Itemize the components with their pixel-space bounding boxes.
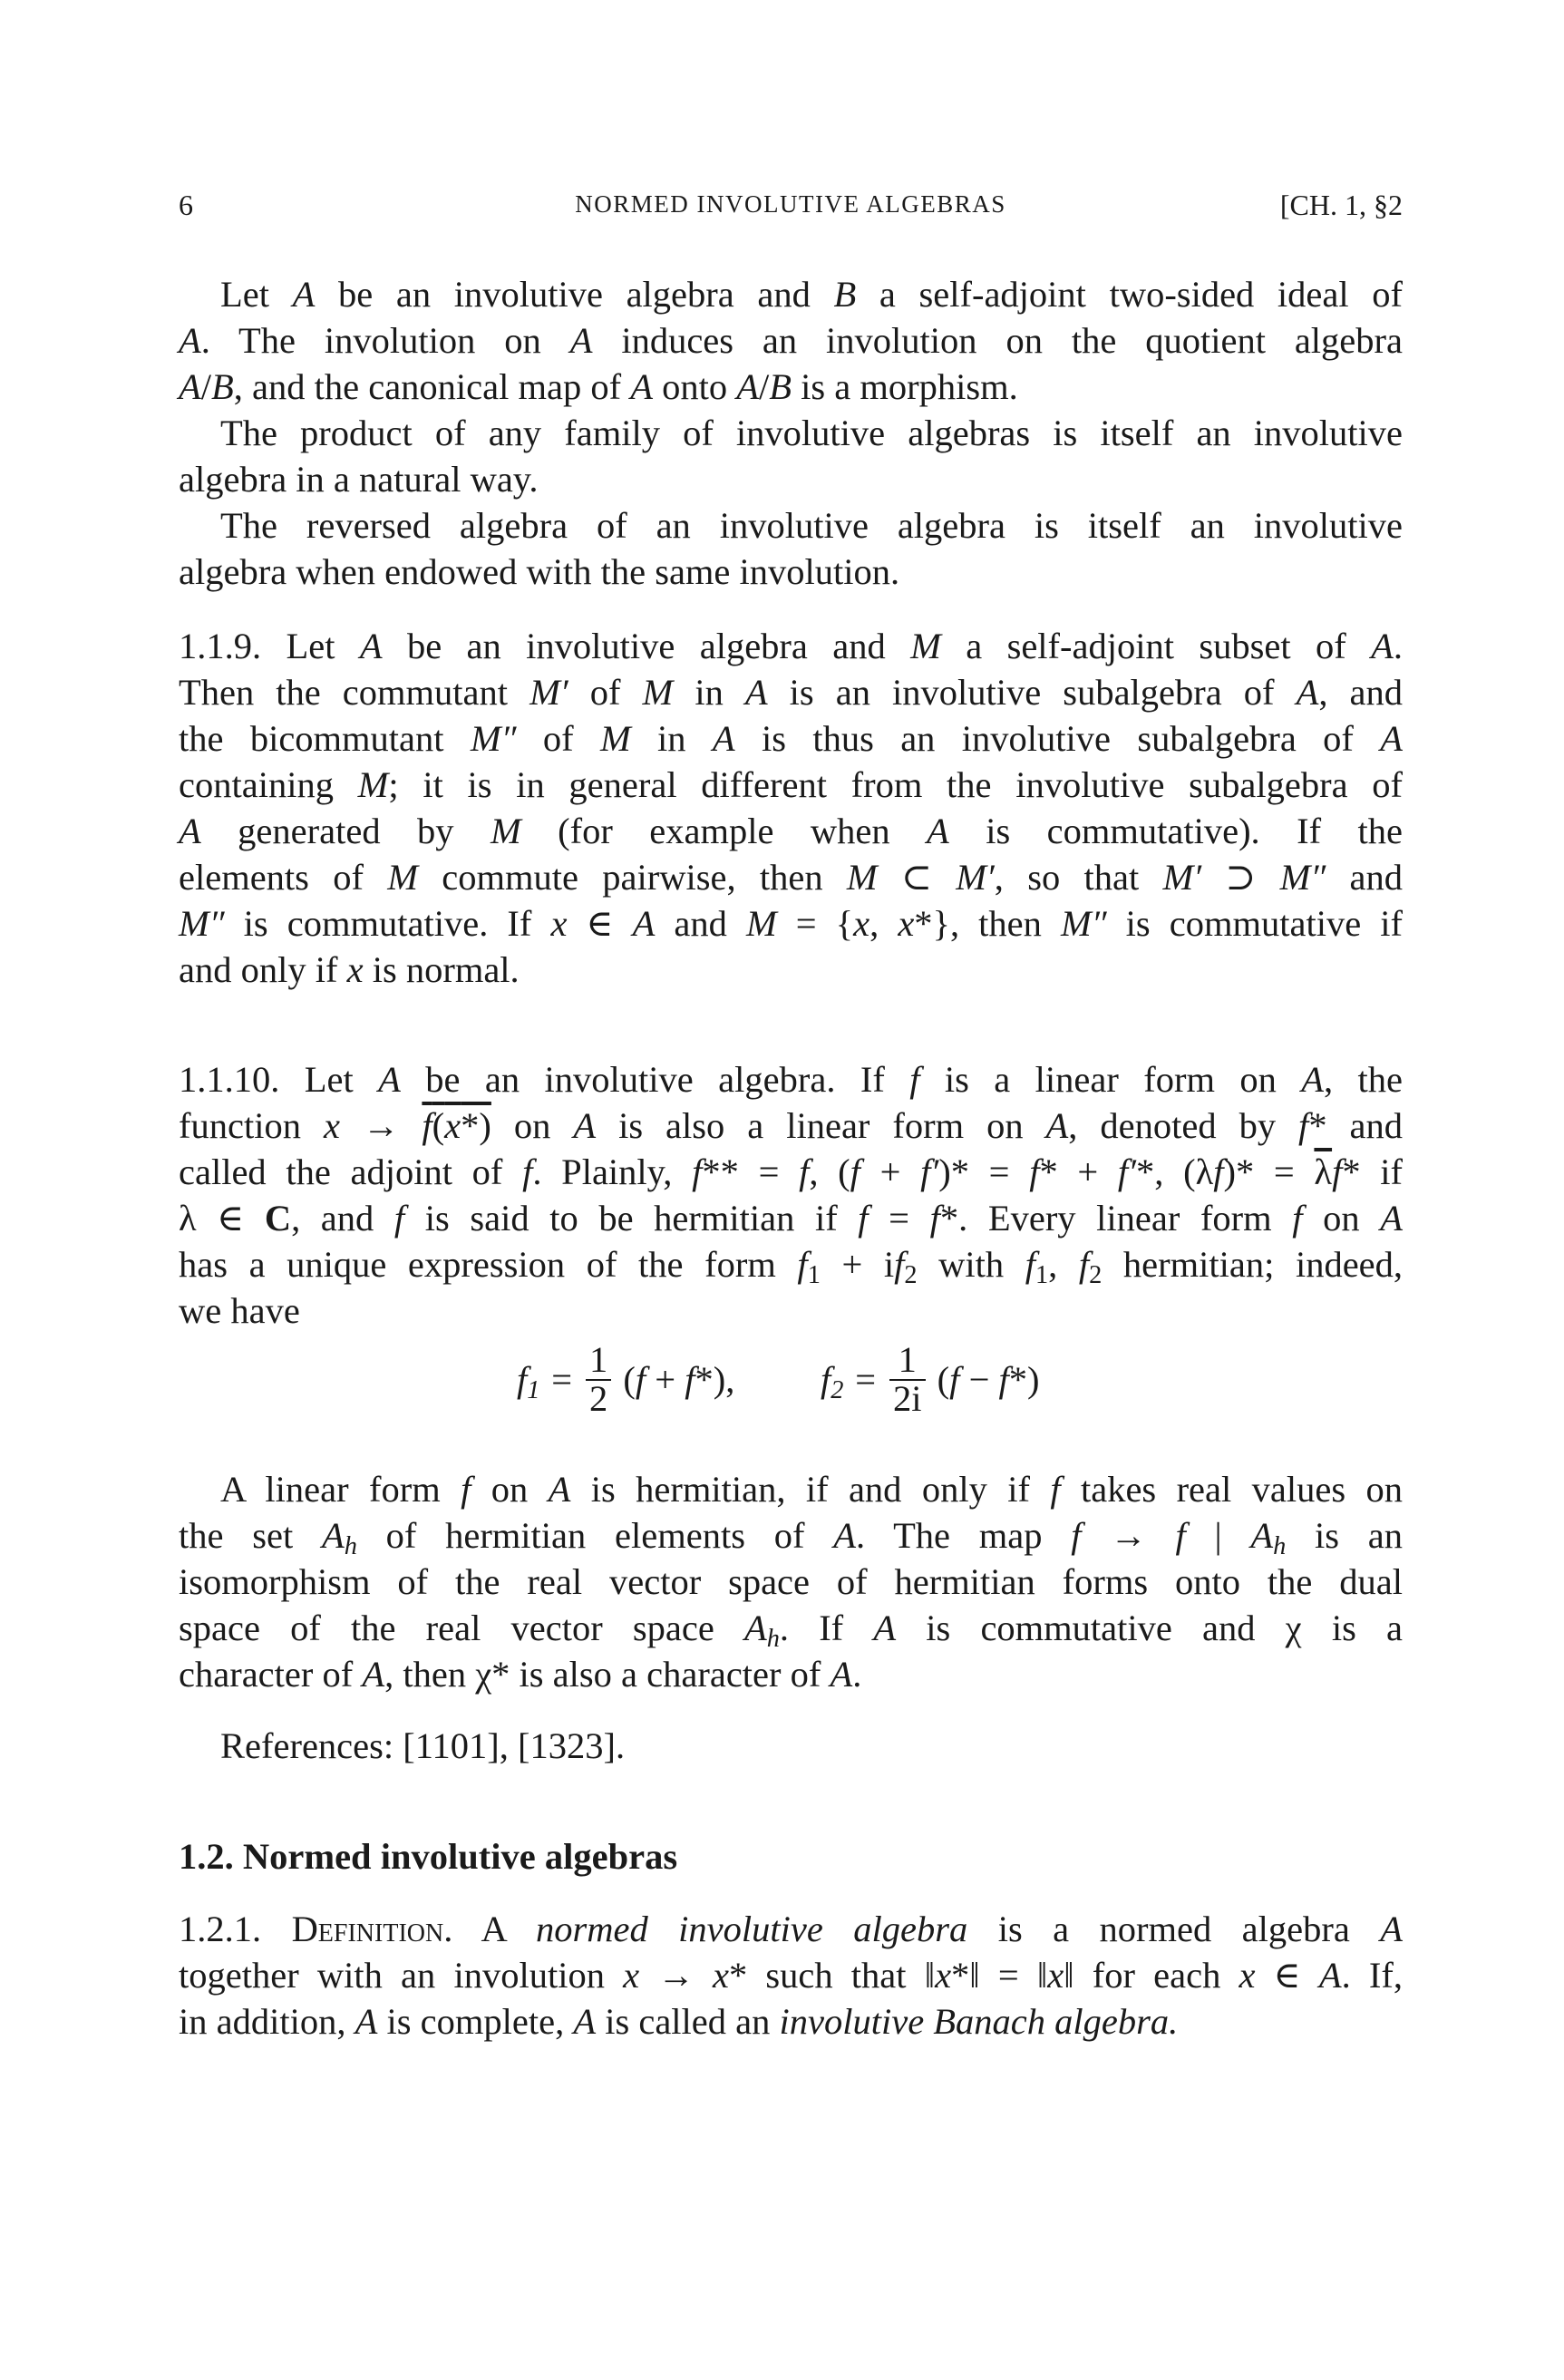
display-formula — [0, 1339, 1564, 1451]
text-line: 1.2.1. Definition. A normed involutive algebra is a normed algebra A — [179, 1909, 1404, 1949]
text-line: in addition, A is complete, A is called an involutive Banach algebra. — [179, 2001, 1179, 2042]
text-line: space of the real vector space $A_h$. If A is commutative and χ is a — [179, 1608, 1403, 1654]
fraction: $\frac{1}{2}$ — [586, 1342, 611, 1417]
text-line: The product of any family of involutive algebras is itself an involutive — [220, 413, 1403, 453]
fraction: $\frac{1}{2i}$ — [889, 1342, 926, 1417]
formula-f1: $f_1$ = $\frac{1}{2}$ (f + f*), — [517, 1339, 735, 1419]
text-line: λ ∈ C, and f is said to be hermitian if f = f*. Every linear form f on A — [179, 1198, 1404, 1239]
text-line: we have — [179, 1290, 300, 1331]
text-line: isomorphism of the real vector space of hermitian forms onto the dual — [179, 1561, 1403, 1602]
text-line: A/B, and the canonical map of A onto A/B is a morphism. — [179, 366, 1018, 407]
section-label: [CH. 1, §2 — [1279, 189, 1403, 221]
text-line: A. The involution on A induces an involution on the quotient algebra — [179, 320, 1403, 361]
text-line: 1.1.10. Let A be an involutive algebra. If f is a linear form on A, the — [179, 1059, 1404, 1100]
text-line: called the adjoint of f. Plainly, f** = f, (f + f′)* = f* + f′*, $(\lambda f)* = \overline{\lambda}f*$ if — [179, 1151, 1403, 1192]
text-line: Let A be an involutive algebra and B a self-adjoint two-sided ideal of — [220, 274, 1404, 315]
page-number: 6 — [179, 189, 193, 221]
running-header — [179, 189, 1403, 225]
text-line: Then the commutant M′ of M in A is an involutive subalgebra of A, and — [179, 672, 1403, 713]
text-line: algebra in a natural way. — [179, 459, 539, 500]
formula-f2: $f_2$ = $\frac{1}{2i}$ (f − f*) — [821, 1339, 1040, 1419]
running-title: NORMED INVOLUTIVE ALGEBRAS — [575, 190, 1006, 218]
text-line: containing M; it is in general different from the involutive subalgebra of — [179, 764, 1403, 805]
text-line: M″ is commutative. If x ∈ A and M = {x, x*}, then M″ is commutative if — [179, 903, 1403, 944]
text-line: and only if x is normal. — [179, 949, 520, 990]
text-line: function x → f(x*) on A is also a linear form on A, denoted by f* and — [179, 1105, 1404, 1146]
text-line: has a unique expression of the form $f_1 + if_2$ with $f_1$, $f_2$ hermitian; indeed, — [179, 1244, 1404, 1290]
text-line: A linear form f on A is hermitian, if and only if f takes real values on — [220, 1469, 1403, 1510]
text-line: the set $A_h$ of hermitian elements of A. The map f → f | $A_h$ is an — [179, 1515, 1403, 1561]
text-line: elements of M commute pairwise, then M ⊂ M′, so that M′ ⊃ M″ and — [179, 857, 1404, 898]
text-line: character of A, then χ* is also a character of A. — [179, 1654, 862, 1695]
references: References: [1101], [1323]. — [220, 1725, 626, 1766]
section-heading: 1.2. Normed involutive algebras — [179, 1836, 678, 1877]
text-line: the bicommutant M″ of M in A is thus an involutive subalgebra of A — [179, 718, 1403, 759]
text-line: A generated by M (for example when A is commutative). If the — [179, 811, 1403, 851]
text-line: The reversed algebra of an involutive algebra is itself an involutive — [220, 505, 1403, 546]
text-line: algebra when endowed with the same involution. — [179, 551, 900, 592]
text-line: 1.1.9. Let A be an involutive algebra and M a self-adjoint subset of A. — [179, 626, 1403, 666]
text-line: together with an involution x → x* such that ‖x*‖ = ‖x‖ for each x ∈ A. If, — [179, 1955, 1403, 1996]
